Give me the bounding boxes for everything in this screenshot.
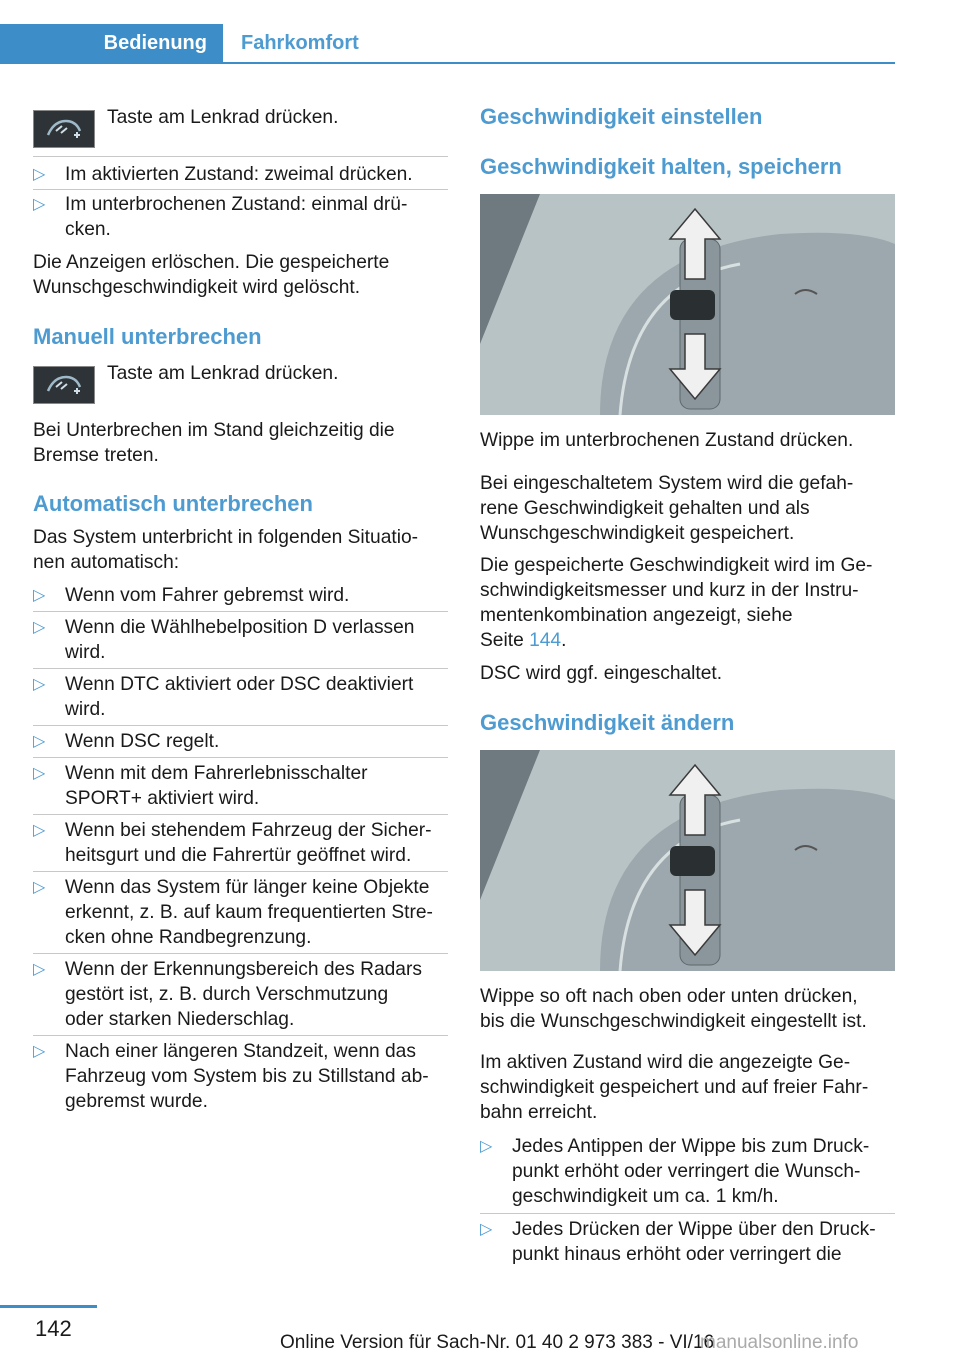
press-button-text-1: Taste am Lenkrad drücken.	[107, 107, 339, 128]
cruise-control-button-icon	[33, 366, 95, 404]
paragraph: Das System unterbricht in folgenden Situatio- nen automatisch:	[33, 527, 419, 573]
triangle-right-icon: ▷	[33, 196, 46, 213]
triangle-right-icon: ▷	[33, 587, 46, 604]
triangle-right-icon: ▷	[33, 765, 46, 782]
paragraph-text: Die gespeicherte Geschwindigkeit wird im Ge- schwindigkeitsmesser und kurz in der Instru- mentenkombination angezeigt, siehe Seite	[480, 555, 873, 651]
triangle-right-icon: ▷	[33, 166, 46, 183]
steering-wheel-rocker-image	[480, 750, 895, 971]
divider	[33, 871, 448, 872]
divider	[33, 156, 448, 157]
cruise-control-button-icon	[33, 110, 95, 148]
footer-accent-line	[0, 1305, 97, 1308]
divider	[33, 1035, 448, 1036]
divider	[33, 953, 448, 954]
steering-wheel-rocker-image	[480, 194, 895, 415]
image-caption: Wippe so oft nach oben oder unten drücken, bis die Wunschgeschwindigkeit eingestellt ist.	[480, 986, 867, 1032]
paragraph: Im aktiven Zustand wird die angezeigte Ge- schwindigkeit gespeichert und auf freier Fahr- bahn erreicht.	[480, 1052, 869, 1123]
tab-fahrkomfort[interactable]	[241, 24, 359, 62]
heading-manual-interrupt: Manuell unterbrechen	[33, 324, 262, 349]
press-button-text-2: Taste am Lenkrad drücken.	[107, 363, 339, 384]
paragraph: Bei eingeschaltetem System wird die gefah- rene Geschwindigkeit gehalten und als Wunschgeschwindigkeit gespeichert.	[480, 473, 854, 544]
online-version-note: Online Version für Sach-Nr. 01 40 2 973 383 - VI/16	[280, 1332, 715, 1353]
page-number: 142	[35, 1316, 72, 1341]
triangle-right-icon: ▷	[33, 619, 46, 636]
divider	[33, 611, 448, 612]
triangle-right-icon: ▷	[480, 1221, 493, 1238]
heading-set-speed: Geschwindigkeit einstellen	[480, 104, 763, 129]
tab-bedienung[interactable]	[0, 24, 223, 62]
triangle-right-icon: ▷	[33, 879, 46, 896]
paragraph-text: .	[561, 630, 567, 651]
page-reference-link[interactable]: 144	[529, 630, 562, 651]
divider	[480, 1213, 895, 1214]
triangle-right-icon: ▷	[33, 1043, 46, 1060]
triangle-right-icon: ▷	[33, 822, 46, 839]
triangle-right-icon: ▷	[33, 676, 46, 693]
image-caption: Wippe im unterbrochenen Zustand drücken.	[480, 430, 854, 451]
divider	[33, 757, 448, 758]
divider	[33, 814, 448, 815]
paragraph	[480, 553, 895, 653]
paragraph: Die Anzeigen erlöschen. Die gespeicherte Wunschgeschwindigkeit wird gelöscht.	[33, 252, 390, 298]
heading-change-speed: Geschwindigkeit ändern	[480, 710, 735, 735]
heading-hold-speed: Geschwindigkeit halten, speichern	[480, 154, 842, 179]
tab-fahrkomfort-label: Fahrkomfort	[241, 32, 359, 54]
triangle-right-icon: ▷	[33, 733, 46, 750]
paragraph: DSC wird ggf. eingeschaltet.	[480, 663, 723, 684]
triangle-right-icon: ▷	[480, 1138, 493, 1155]
tab-bedienung-label: Bedienung	[103, 32, 207, 54]
triangle-right-icon: ▷	[33, 961, 46, 978]
divider	[33, 725, 448, 726]
heading-auto-interrupt: Automatisch unterbrechen	[33, 491, 313, 516]
divider	[33, 668, 448, 669]
watermark: manualsonline.info	[700, 1332, 859, 1353]
paragraph: Bei Unterbrechen im Stand gleichzeitig die Bremse treten.	[33, 420, 395, 466]
divider	[33, 189, 448, 190]
chapter-tab-bar	[0, 24, 895, 64]
